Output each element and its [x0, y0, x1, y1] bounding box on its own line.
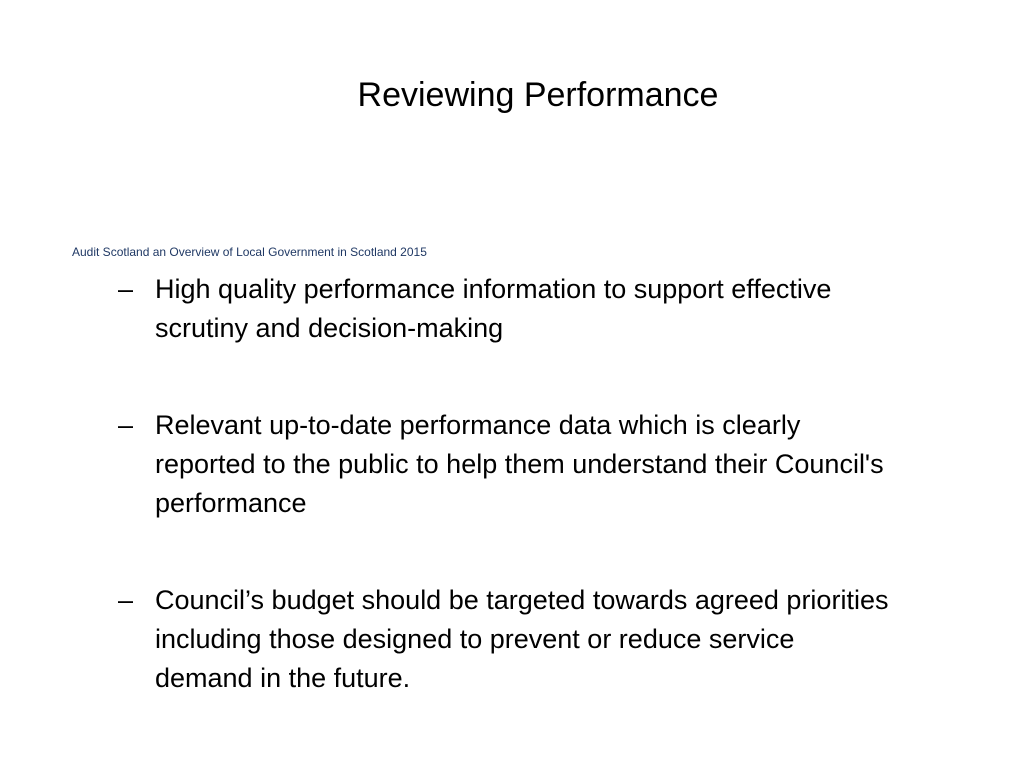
- dash-bullet-icon: –: [118, 274, 134, 304]
- bullet-text: Relevant up-to-date performance data which is clearly reported to the public to help them understand their Council's performance: [155, 410, 884, 518]
- dash-bullet-icon: –: [118, 585, 134, 615]
- slide-title: Reviewing Performance: [357, 76, 719, 114]
- bullet-item: [118, 581, 898, 698]
- bullet-item: [118, 270, 898, 348]
- bullet-list: [118, 270, 898, 698]
- source-citation: Audit Scotland an Overview of Local Government in Scotland 2015: [72, 245, 427, 259]
- bullet-text: High quality performance information to support effective scrutiny and decision-making: [155, 274, 832, 343]
- bullet-item: [118, 406, 898, 523]
- dash-bullet-icon: –: [118, 410, 134, 440]
- bullet-text: Council’s budget should be targeted towards agreed priorities including those designed to prevent or reduce service demand in the future.: [155, 585, 889, 693]
